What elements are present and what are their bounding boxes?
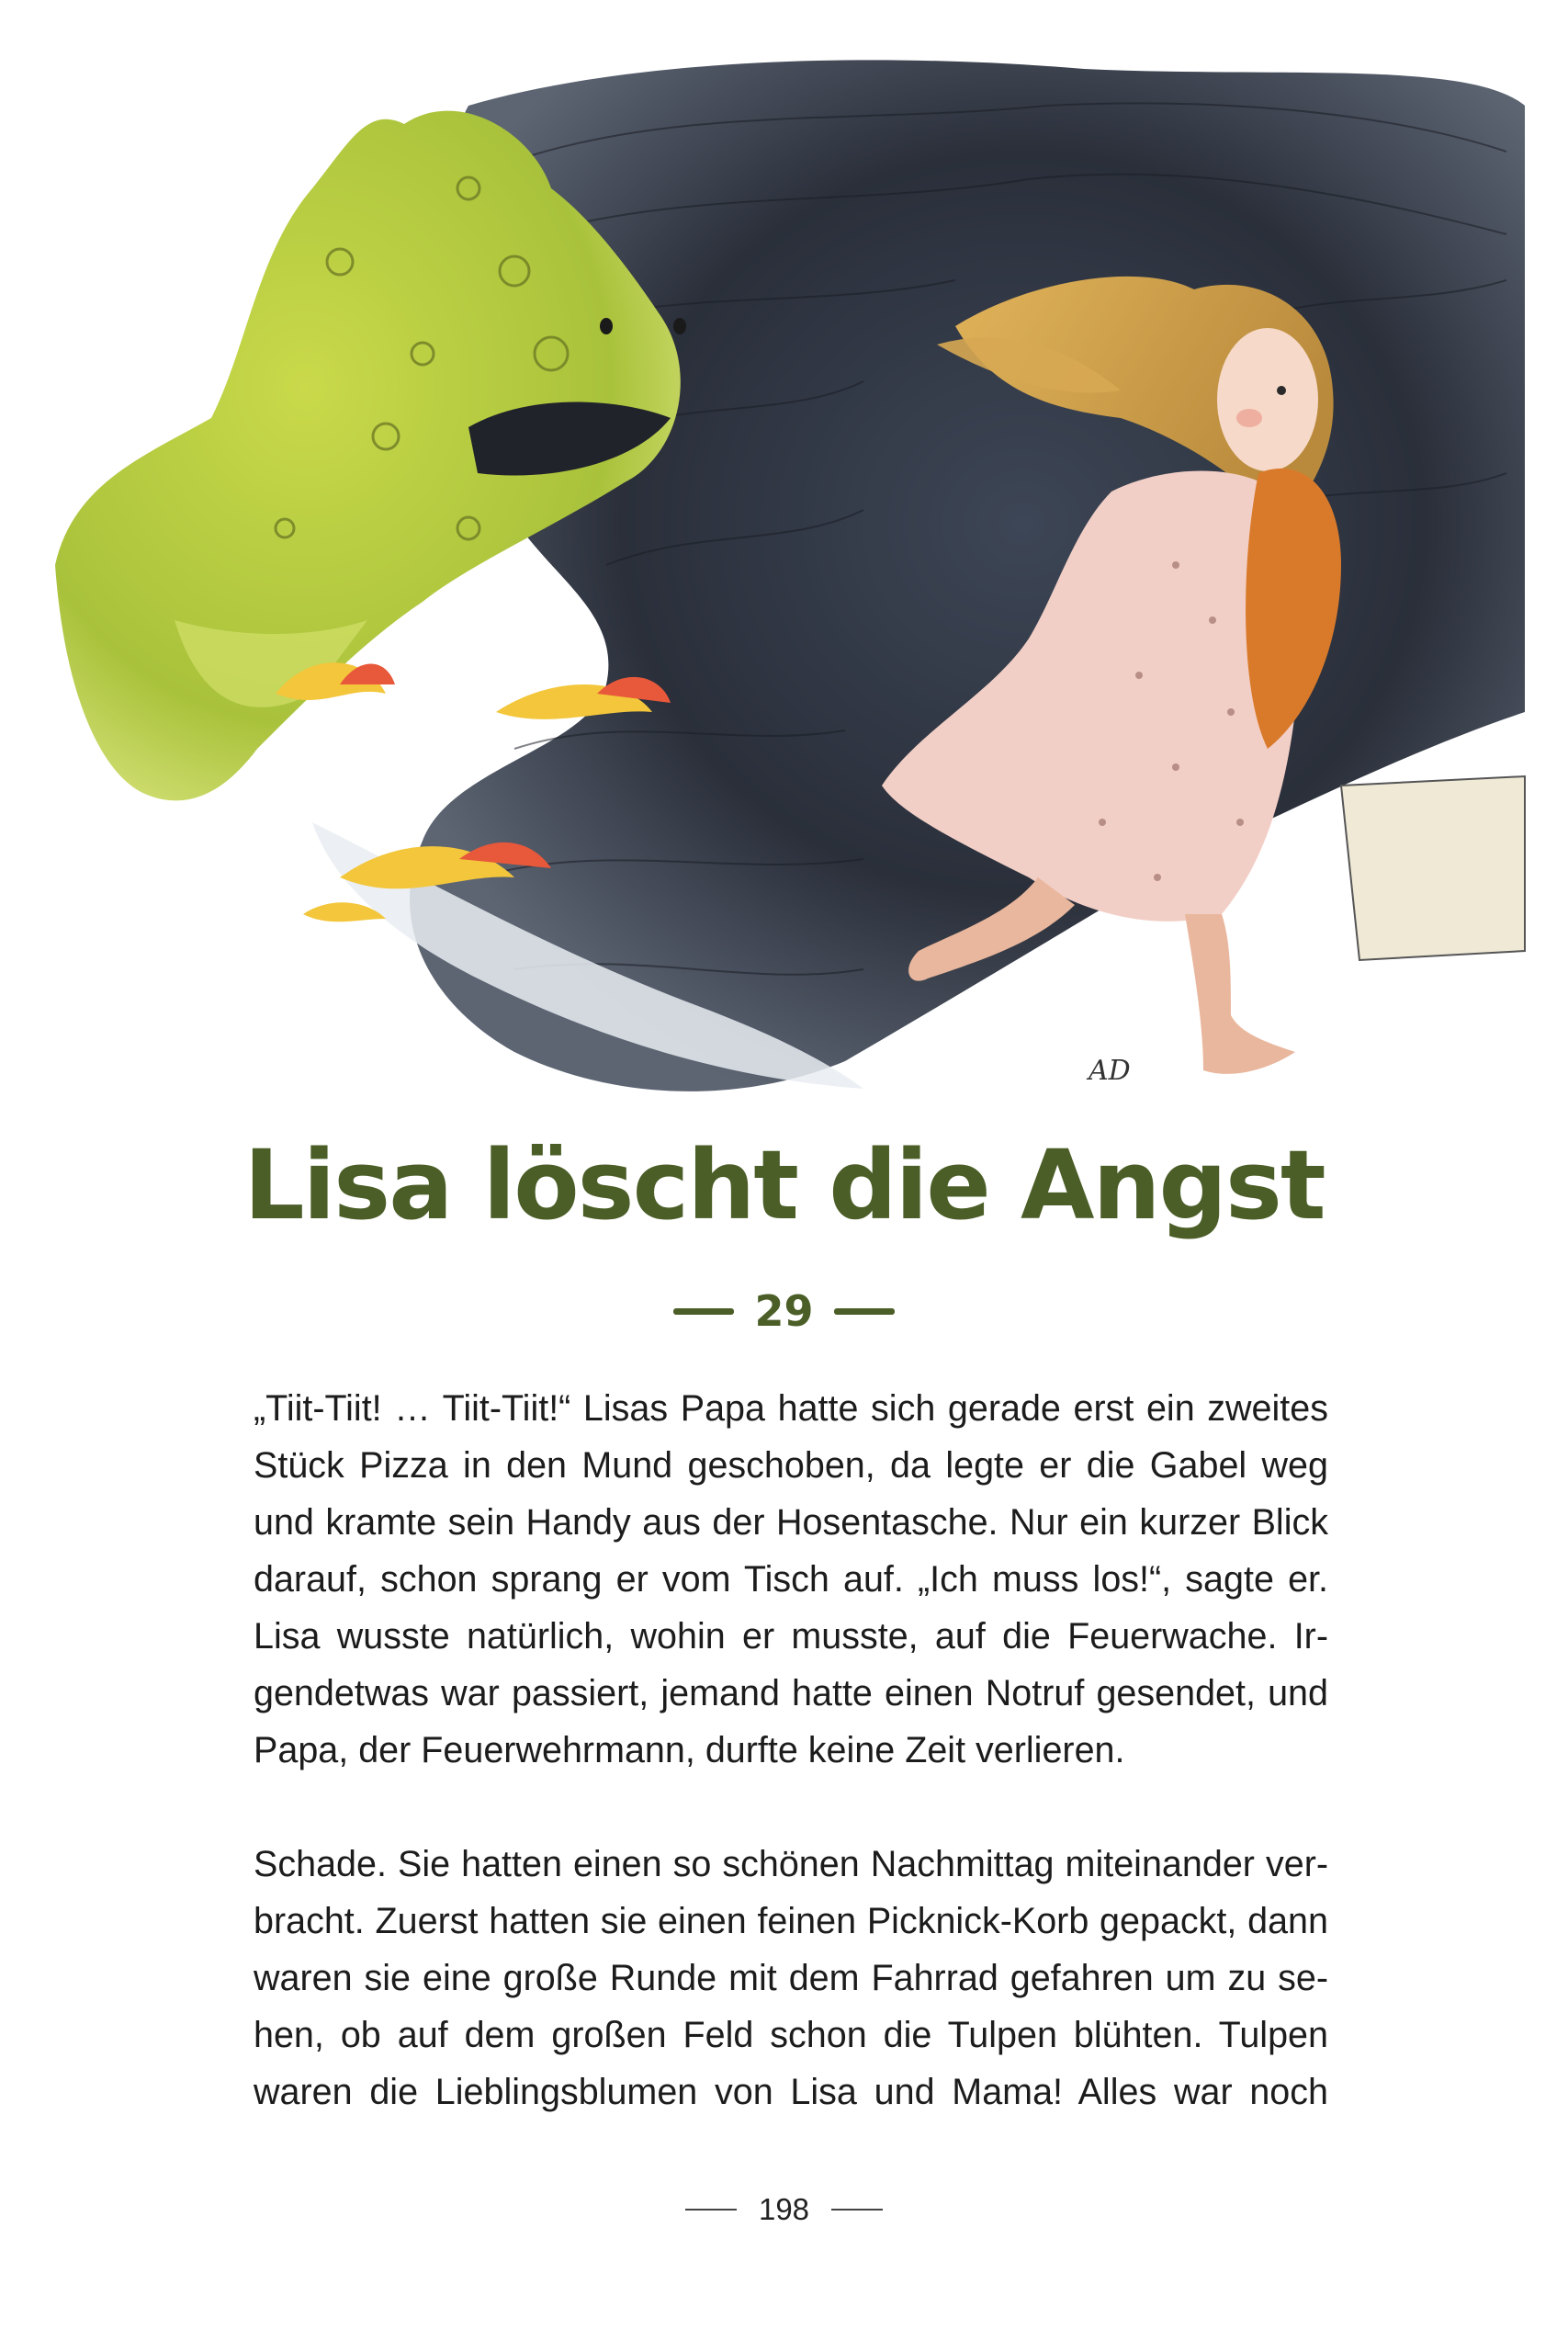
text-line: Lisa wusste natürlich, wohin er musste, auf die Feuerwache. Ir- [254,1616,1328,1657]
illustration-drawing [37,51,1543,1125]
text-line: gendetwas war passiert, jemand hatte einen Notruf gesendet, und [254,1673,1328,1713]
girl-eye [1277,386,1286,395]
paragraph [254,1836,1328,2120]
text-line: und kramte sein Handy aus der Hosentasche. Nur ein kurzer Blick [254,1502,1328,1543]
chapter-title: Lisa löscht die Angst [243,1129,1325,1241]
page-number: 198 [758,2192,810,2226]
girl-leg-front [1185,914,1295,1074]
footer-rule-left [685,2209,737,2211]
text-line: darauf, schon sprang er vom Tisch auf. „Ich muss los!“, sagte er. [254,1559,1328,1600]
chapter-dash-right [834,1308,895,1315]
page-footer [0,2182,1568,2237]
text-line: waren sie eine große Runde mit dem Fahrrad gefahren um zu se- [254,1958,1328,1998]
paragraph [254,1380,1328,1779]
text-line: bracht. Zuerst hatten sie einen feinen Picknick-Korb gepackt, dann [254,1901,1328,1941]
monster-eye-left [600,318,613,334]
text-line: waren die Lieblingsblumen von Lisa und Mama! Alles war noch [254,2072,1328,2112]
bed [1341,776,1525,960]
text-line: Papa, der Feuerwehrmann, durfte keine Zeit verlieren. [254,1730,1125,1770]
footer-rule-right [831,2209,883,2211]
chapter-illustration [37,51,1543,1125]
girl-face [1217,328,1318,471]
text-line: Stück Pizza in den Mund geschoben, da legte er die Gabel weg [254,1445,1328,1486]
monster-eye-right [673,318,686,334]
chapter-dash-left [673,1308,734,1315]
chapter-number: 29 [754,1286,814,1336]
text-line: Schade. Sie hatten einen so schönen Nachmittag miteinander ver- [254,1844,1328,1884]
text-line: hen, ob auf dem großen Feld schon die Tulpen blühten. Tulpen [254,2015,1328,2055]
girl-cheek [1236,409,1262,427]
text-line: „Tiit-Tiit! … Tiit-Tiit!“ Lisas Papa hatte sich gerade erst ein zweites [254,1388,1328,1429]
chapter-body [254,1380,1328,2120]
artist-signature: AD [1089,1055,1131,1087]
chapter-number-row [0,1279,1568,1343]
paragraph-gap [254,1779,1328,1836]
